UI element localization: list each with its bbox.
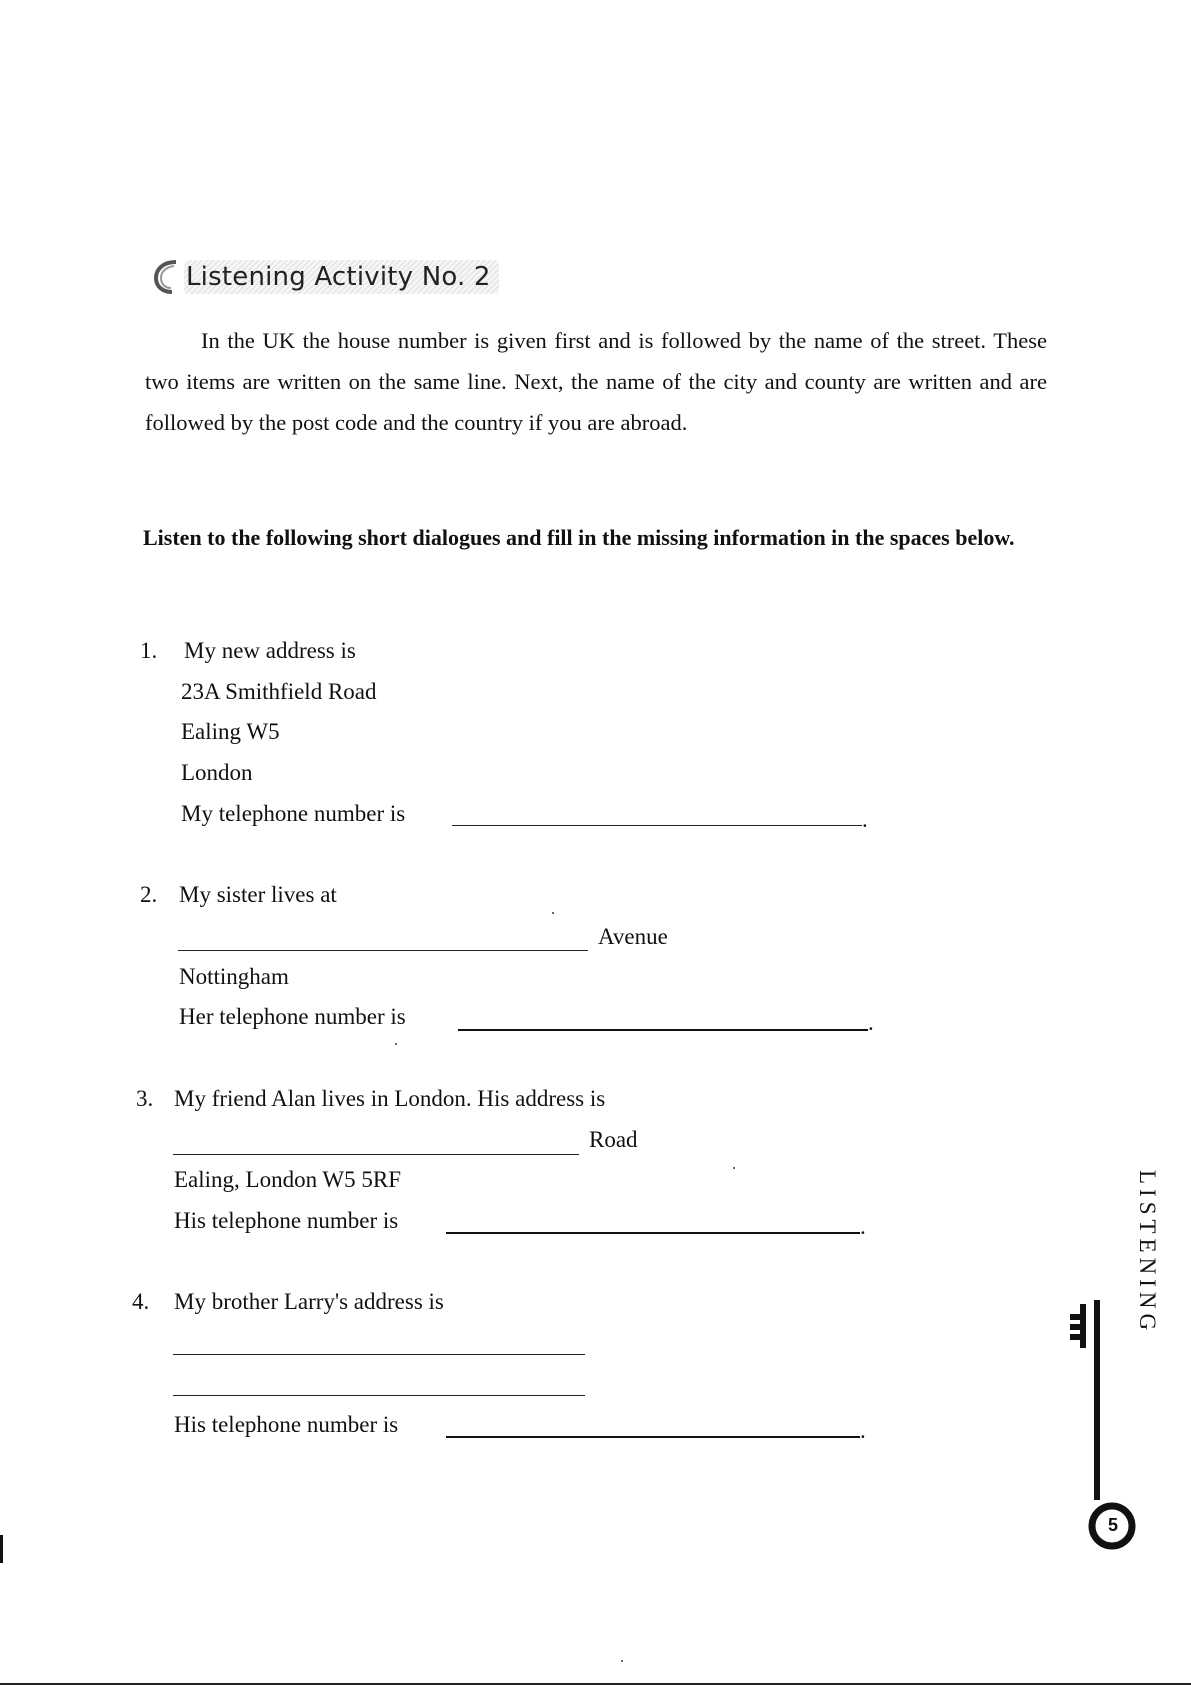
item-3-phone-blank[interactable] (446, 1232, 860, 1234)
intro-paragraph: In the UK the house number is given first and is followed by the name of the street. These two items are written on the same line. Next, the name of the city and county are written and are followed by the post code and the country if you are abroad. (145, 328, 1047, 435)
item-4-number: 4. (132, 1289, 150, 1314)
item-2-intro: My sister lives at (179, 882, 337, 907)
item-1-city: London (181, 760, 253, 785)
scan-speck (395, 1043, 397, 1045)
item-2-number: 2. (140, 882, 158, 907)
item-1-intro: My new address is (184, 638, 356, 663)
item-4-period: . (860, 1418, 866, 1443)
section-tab-label: LISTENING (1135, 1170, 1160, 1336)
item-3-phone-label: His telephone number is (174, 1208, 399, 1233)
item-3-number: 3. (136, 1086, 154, 1111)
item-1-period: . (862, 807, 868, 832)
scan-speck (552, 912, 554, 914)
item-4-phone-blank[interactable] (446, 1436, 860, 1438)
item-3-city: Ealing, London W5 5RF (174, 1167, 402, 1192)
item-3-street-blank[interactable] (173, 1154, 579, 1155)
item-2-phone-blank[interactable] (458, 1029, 868, 1031)
item-4-phone-label: His telephone number is (174, 1412, 399, 1437)
item-3-intro: My friend Alan lives in London. His address is (174, 1086, 606, 1111)
scan-speck (733, 1167, 735, 1169)
item-3-street-suffix: Road (589, 1127, 638, 1152)
item-2-street-suffix: Avenue (598, 924, 668, 949)
activity-heading (152, 258, 499, 296)
item-1-district: Ealing W5 (181, 719, 280, 744)
item-2-street-blank[interactable] (178, 950, 588, 951)
page-number: 5 (1107, 1515, 1118, 1535)
item-2-phone-label: Her telephone number is (179, 1004, 406, 1029)
item-1-number: 1. (140, 638, 158, 663)
scan-edge-mark (0, 1535, 3, 1563)
item-4-intro: My brother Larry's address is (174, 1289, 444, 1314)
item-1-phone-blank[interactable] (452, 825, 862, 826)
item-2-period: . (868, 1010, 874, 1035)
item-3-period: . (860, 1214, 866, 1239)
item-1-street: 23A Smithfield Road (181, 679, 377, 704)
instruction-text: Listen to the following short dialogues and fill in the missing information in the spaces below. (143, 525, 1015, 550)
activity-title: Listening Activity No. 2 (184, 260, 499, 294)
item-1-phone-label: My telephone number is (181, 801, 406, 826)
scan-speck (621, 1660, 623, 1662)
item-4-address-blank-1[interactable] (173, 1354, 585, 1355)
item-4-address-blank-2[interactable] (173, 1395, 585, 1396)
swirl-decoration-icon (152, 258, 182, 296)
item-2-city: Nottingham (179, 964, 289, 989)
